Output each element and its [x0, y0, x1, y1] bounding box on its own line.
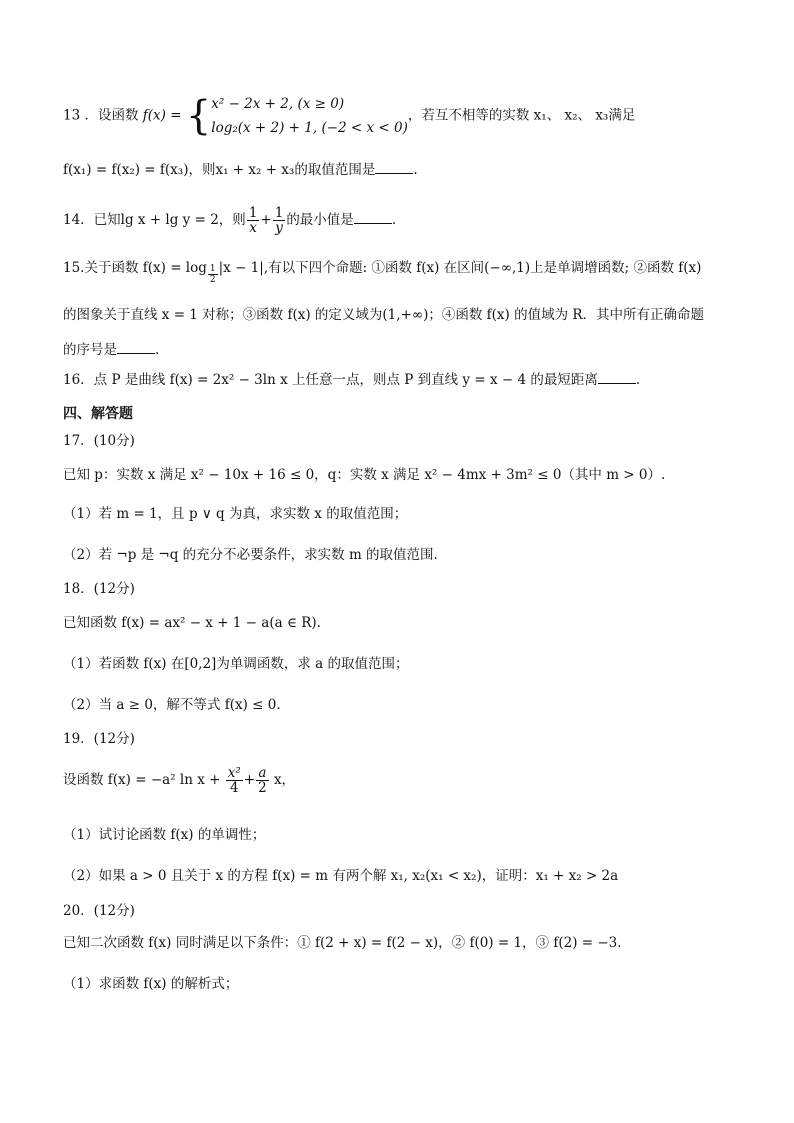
q13-answer-blank[interactable]: [375, 161, 413, 174]
q18-part-1: （1）若函数 f(x) 在[0,2]为单调函数，求 a 的取值范围；: [63, 656, 409, 672]
q13-case-2: log₂(x + 2) + 1, (−2 < x < 0): [211, 120, 408, 136]
question-16: [63, 370, 733, 390]
q17-part-1: （1）若 m = 1，且 p ∨ q 为真，求实数 x 的取值范围；: [63, 506, 408, 522]
q15-line1-b: |x − 1|,有以下四个命题: ①函数 f(x) 在区间(−∞,1)上是单调增函数; ②函数 f(x): [218, 260, 702, 276]
q14-frac1-den: x: [249, 220, 257, 236]
q17-stem: 已知 p：实数 x 满足 x² − 10x + 16 ≤ 0，q：实数 x 满足 x² − 4mx + 3m² ≤ 0（其中 m > 0）.: [63, 467, 666, 483]
q15-line3: 的序号是: [63, 342, 117, 358]
left-brace-icon: {: [185, 93, 212, 139]
q19-plus: +: [243, 772, 256, 788]
section-4-heading: 四、解答题: [63, 406, 133, 422]
q20-part-1: （1）求函数 f(x) 的解析式；: [63, 976, 239, 992]
q19-frac2-num: a: [256, 766, 269, 781]
question-15-line-2: [63, 305, 733, 325]
question-15-line-3: [63, 340, 733, 360]
q19-fraction-2: [256, 766, 269, 795]
question-15-line-1: [63, 258, 733, 288]
q16-end: .: [635, 372, 641, 388]
q13-case-1: x² − 2x + 2, (x ≥ 0): [211, 96, 345, 112]
q13-function-name: f(x) =: [142, 107, 186, 124]
q19-stem: [63, 766, 733, 802]
q14-fraction-1: [247, 206, 260, 235]
q19-stem-b: x，: [269, 772, 296, 788]
q20-head: 20．(12分): [63, 903, 135, 919]
q14-prefix: 14．已知lg x + lg y = 2，则: [63, 212, 246, 228]
q17-part-2: （2）若 ¬p 是 ¬q 的充分不必要条件，求实数 m 的取值范围.: [63, 547, 438, 563]
q14-suffix: 的最小值是: [286, 212, 354, 228]
q18-stem: 已知函数 f(x) = ax² − x + 1 − a(a ∈ R).: [63, 615, 321, 631]
q13-condition: f(x₁) = f(x₂) = f(x₃)，则x₁ + x₂ + x₃的取值范围是: [63, 162, 376, 178]
q19-frac1-den: 4: [229, 780, 239, 796]
q16-text: 16．点 P 是曲线 f(x) = 2x² − 3ln x 上任意一点，则点 P 到直线 y = x − 4 的最短距离: [63, 372, 598, 388]
q13-prefix: 13 ．设函数: [63, 107, 143, 124]
q15-log-base: [208, 264, 218, 285]
q15-line2: 的图象关于直线 x = 1 对称；③函数 f(x) 的定义域为(1,+∞)；④函数 f(x) 的值域为 R．其中所有正确命题: [63, 307, 705, 323]
question-13-line-1: [63, 92, 733, 144]
q14-end: .: [391, 212, 397, 228]
q16-answer-blank[interactable]: [598, 371, 636, 384]
q19-part-2: （2）如果 a > 0 且关于 x 的方程 f(x) = m 有两个解 x₁, x₂(x₁ < x₂)，证明：x₁ + x₂ > 2a: [63, 868, 619, 884]
q14-frac2-den: y: [275, 220, 283, 236]
question-14: [63, 206, 733, 240]
q13-piecewise: [186, 92, 408, 140]
q14-frac2-num: 1: [274, 205, 284, 221]
q19-stem-a: 设函数 f(x) = −a² ln x +: [63, 772, 225, 788]
q15-line1-a: 15.关于函数 f(x) = log: [63, 260, 207, 276]
q14-answer-blank[interactable]: [354, 211, 392, 224]
q18-head: 18．(12分): [63, 581, 135, 597]
q14-plus: +: [260, 212, 272, 228]
q13-end: .: [413, 162, 418, 178]
q20-stem: 已知二次函数 f(x) 同时满足以下条件：① f(2 + x) = f(2 − x)，② f(0) = 1，③ f(2) = −3．: [63, 935, 631, 951]
q17-head: 17．(10分): [63, 433, 135, 449]
q19-part-1: （1）试讨论函数 f(x) 的单调性；: [63, 827, 266, 843]
q13-suffix: ，若互不相等的实数 x₁、 x₂、 x₃满足: [407, 107, 636, 124]
q19-head: 19．(12分): [63, 731, 135, 747]
q15-answer-blank[interactable]: [117, 341, 155, 354]
question-13-line-2: [63, 160, 733, 180]
q18-part-2: （2）当 a ≥ 0，解不等式 f(x) ≤ 0.: [63, 697, 281, 713]
q19-frac2-den: 2: [258, 780, 267, 796]
q15-log-base-num: 1: [209, 264, 216, 274]
q14-frac1-num: 1: [248, 205, 258, 221]
q14-fraction-2: [273, 206, 286, 235]
q15-log-base-den: 2: [209, 275, 216, 285]
q15-end: .: [155, 342, 160, 358]
q19-fraction-1: [226, 766, 243, 795]
q19-frac1-num: x²: [227, 765, 241, 781]
